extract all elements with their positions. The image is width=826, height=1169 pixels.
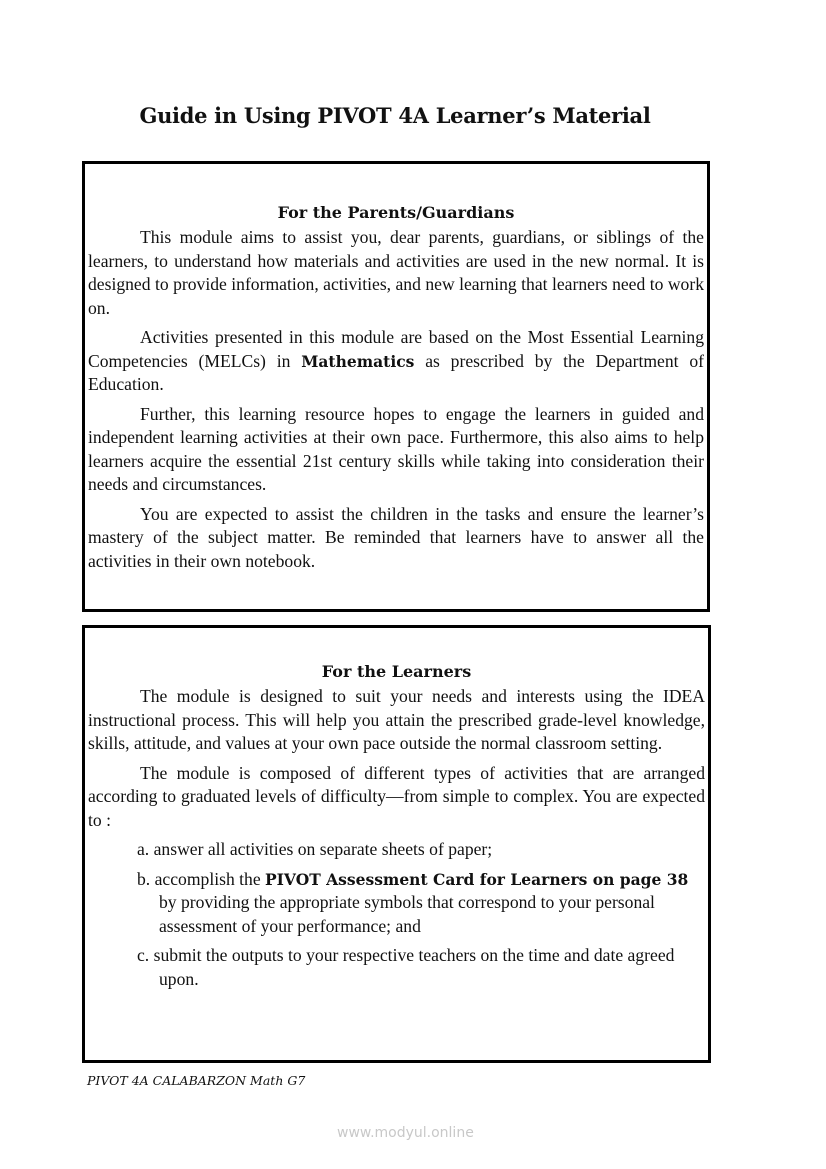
list-text: by providing the appropriate symbols that correspond to your personal assessment of your performance; and — [159, 892, 655, 936]
list-marker: a. — [137, 839, 150, 859]
list-text: answer all activities on separate sheets of paper; — [153, 839, 493, 859]
learners-box — [82, 625, 711, 1063]
parents-guardians-heading: For the Parents/Guardians — [277, 203, 515, 222]
parents-guardians-box — [82, 161, 710, 612]
list-item — [137, 838, 705, 862]
paragraph-text: as prescribed by the Department of Education. — [88, 350, 704, 394]
assessment-card-emphasis: PIVOT Assessment Card for Learners on page 38 — [265, 869, 689, 889]
parents-paragraph-4: You are expected to assist the children in the tasks and ensure the learner’s mastery of the subject matter. Be reminded that learners have to answer all the activities in their own notebook. — [88, 503, 704, 571]
subject-emphasis: Mathematics — [301, 351, 415, 371]
expectations-list — [137, 838, 705, 991]
watermark: www.modyul.online — [337, 1125, 474, 1141]
learners-paragraph-1: The module is designed to suit your needs and interests using the IDEA instructional process. This will help you attain the prescribed grade-level knowledge, skills, attitude, and values at your own pace outside the normal classroom setting. — [88, 686, 705, 753]
list-text: submit the outputs to your respective teachers on the time and date agreed upon. — [153, 945, 675, 989]
learners-paragraph-2: The module is composed of different types of activities that are arranged according to graduated levels of difficulty—from simple to complex. You are expected to : — [88, 762, 705, 830]
parents-paragraph-2 — [88, 326, 704, 397]
list-item — [137, 944, 705, 991]
page-footer: PIVOT 4A CALABARZON Math G7 — [87, 1073, 306, 1088]
list-marker: b. — [137, 868, 151, 889]
page-title: Guide in Using PIVOT 4A Learner’s Material — [139, 103, 651, 128]
learners-heading: For the Learners — [321, 662, 472, 681]
list-text: accomplish the — [154, 868, 266, 889]
list-marker: c. — [137, 945, 150, 965]
parents-paragraph-3: Further, this learning resource hopes to engage the learners in guided and independent learning activities at their own pace. Furthermore, this also aims to help learners acquire the essential 21st century skills while taking into consideration their needs and circumstances. — [88, 403, 704, 494]
list-item — [137, 868, 705, 939]
paragraph-text: Activities presented in this module are based on the Most Essential Learning Competencies (MELCs) in — [88, 327, 704, 371]
parents-paragraph-1: This module aims to assist you, dear parents, guardians, or siblings of the learners, to understand how materials and activities are used in the new normal. It is designed to provide information, activities, and new learning that learners need to work on. — [88, 227, 704, 318]
